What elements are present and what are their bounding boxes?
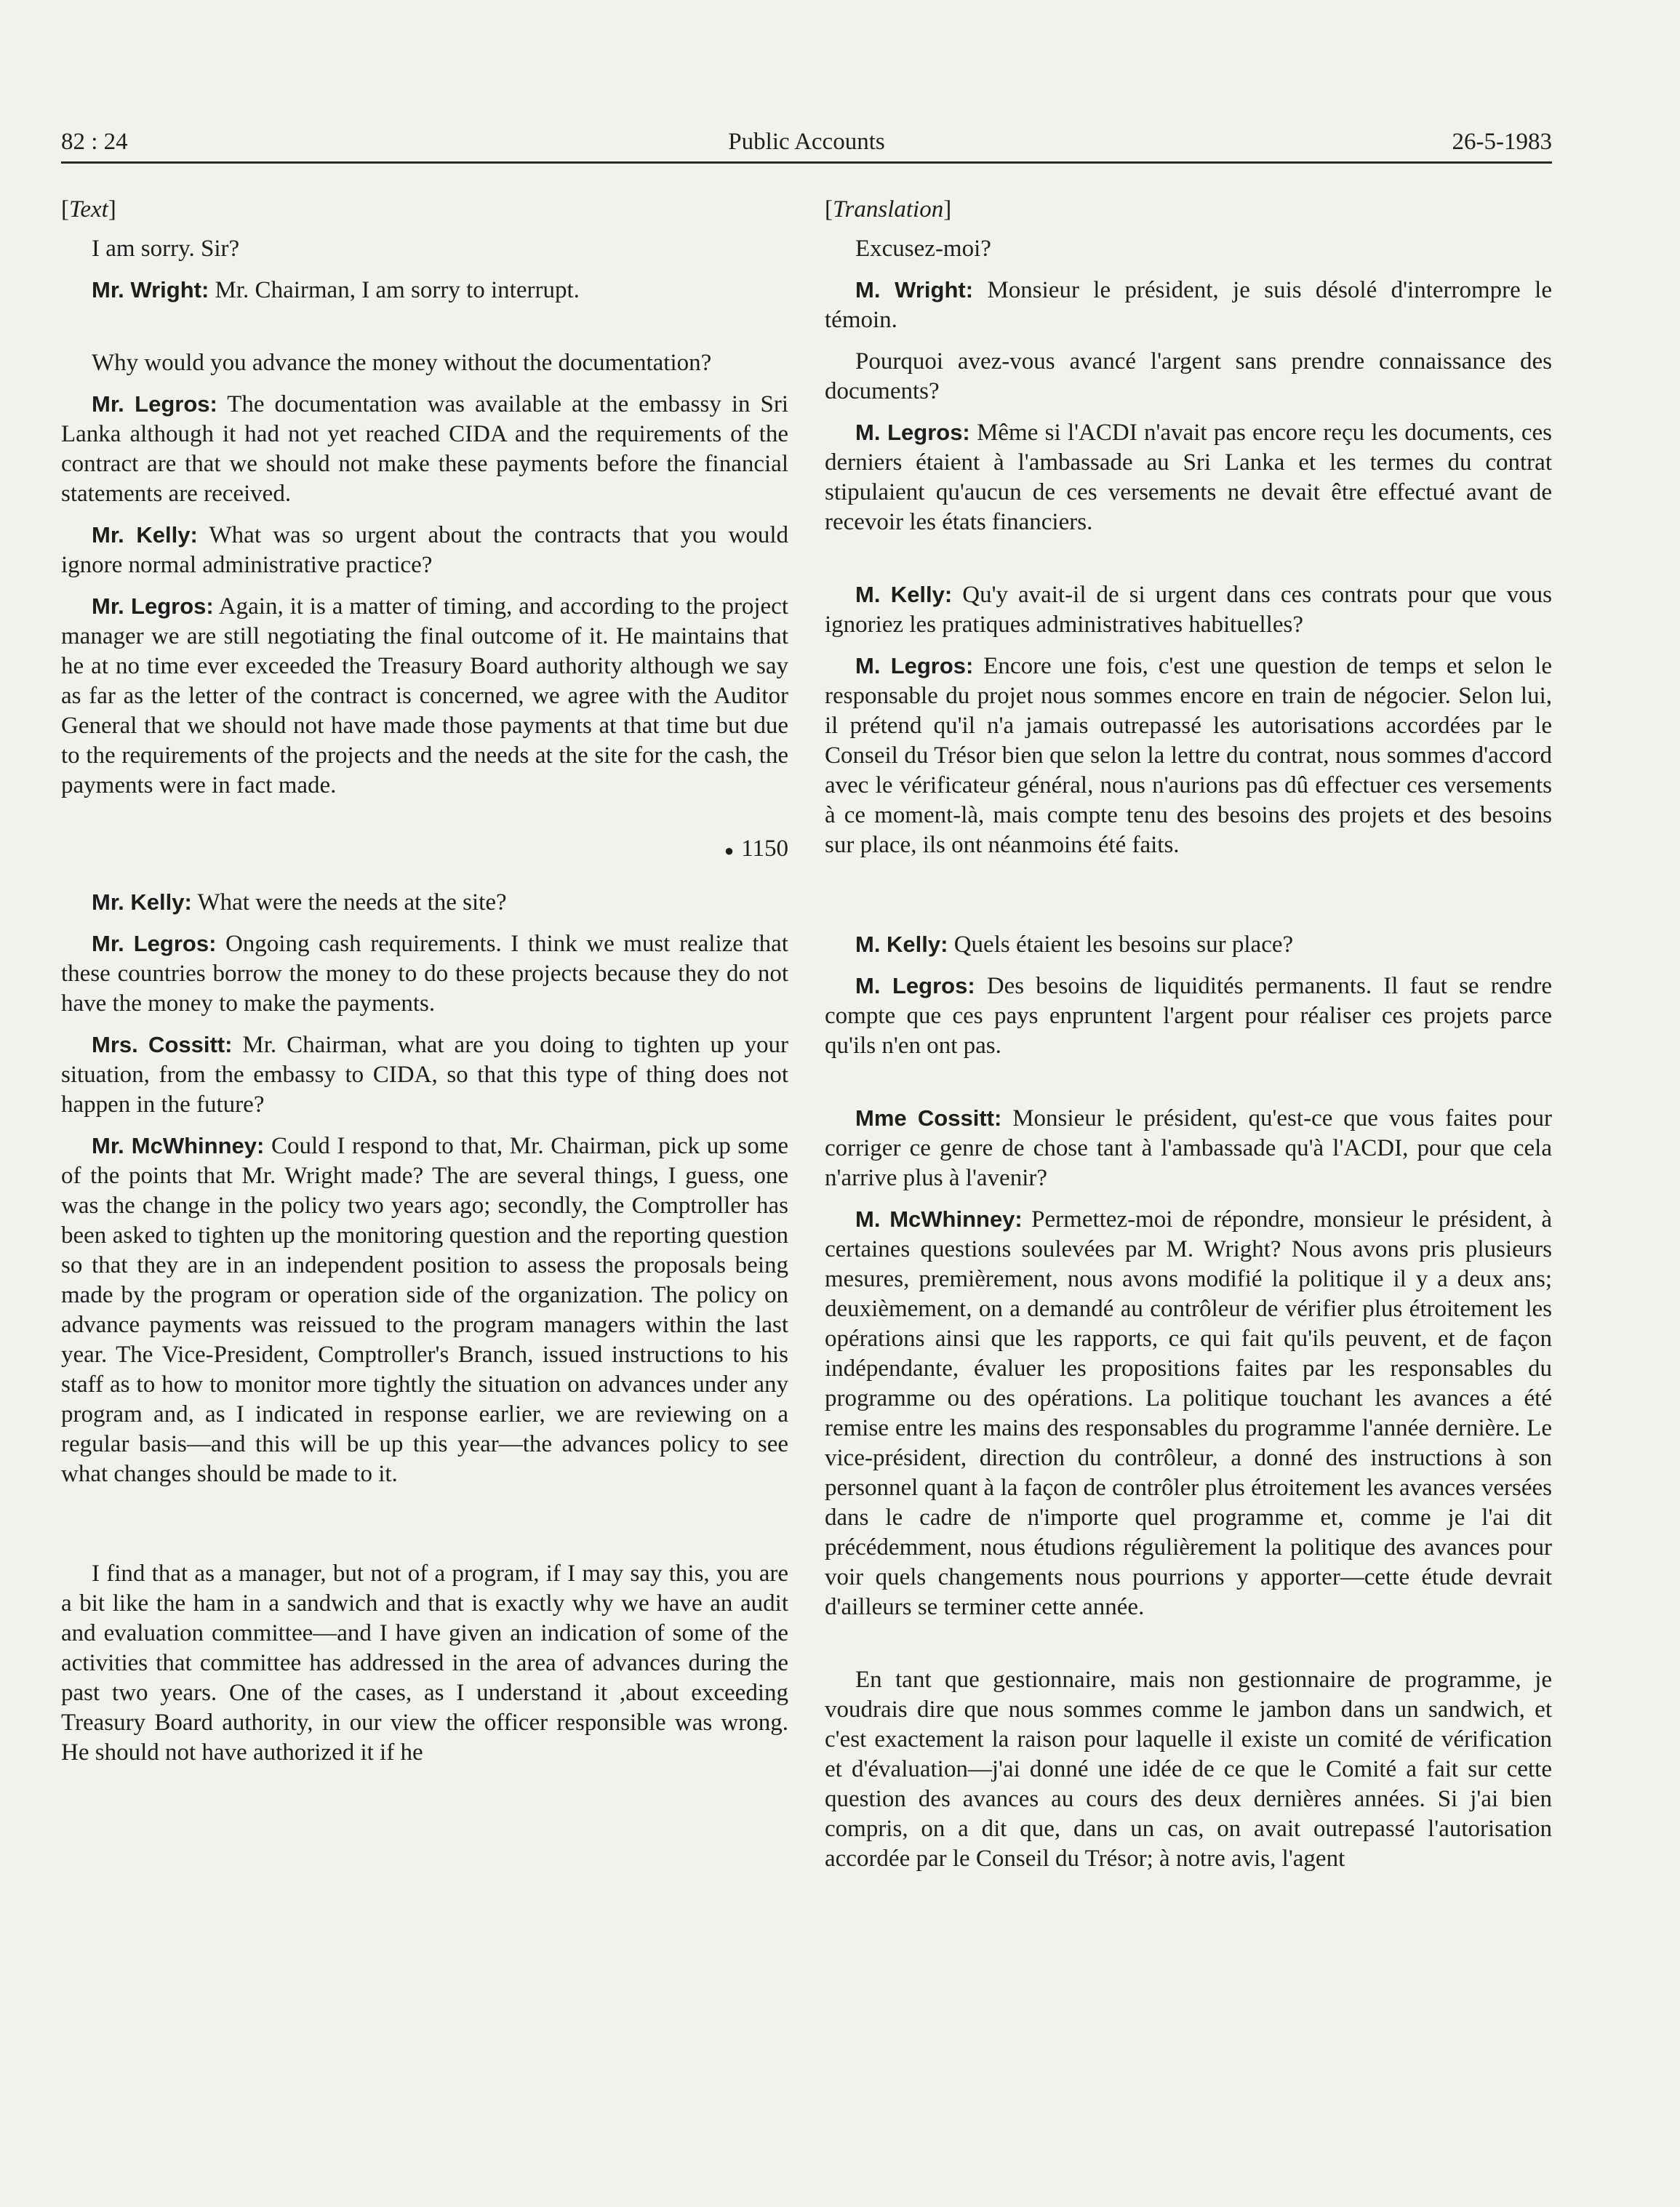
- paragraph: M. Wright: Monsieur le président, je suis désolé d'interrompre le témoin.: [825, 277, 1552, 333]
- paragraph: I find that as a manager, but not of a program, if I may say this, you are a bit like the ham in a sandwich and that is exactly why we have an audit and evaluation committee—and I have given an indication of some of the activities that committee has addressed in the area of advances during the past two years. One of the cases, as I understand it ,about exceeding Treasury Board authority, in our view the officer responsible was wrong. He should not have authorized it if he: [61, 1560, 788, 1766]
- paragraph: Mr. McWhinney: Could I respond to that, Mr. Chairman, pick up some of the points that Mr. Wright made? The are several things, I guess, one was the change in the policy two years ago; secondly, the Comptroller has been asked to tighten up the monitoring question and the reporting question so that they are in an independent position to assess the proposals being made by the program or operation side of the organization. The policy on advance payments was reissued to the program managers within the last year. The Vice-President, Comptroller's Branch, issued instructions to his staff as to how to monitor more tightly the situation on advances under any program and, as I indicated in response earlier, we are reviewing on a regular basis—and this will be up this year—the advances policy to see what changes should be made to it.: [61, 1132, 789, 1487]
- english-column: [61, 195, 788, 1779]
- header-rule: [61, 161, 1552, 164]
- paragraph: Why would you advance the money without the documentation?: [92, 350, 712, 376]
- paragraph: Mr. Legros: Again, it is a matter of timing, and according to the project manager we are still negotiating the final outcome of it. He maintains that he at no time ever exceeded the Treasury Board authority although we say as far as the letter of the contract is concerned, we agree with the Auditor General that we should not have made those payments at that time but due to the requirements of the projects and the needs at the site for the cash, the payments were in fact made.: [61, 593, 788, 798]
- paragraph: M. Kelly: Quels étaient les besoins sur place?: [855, 932, 1294, 958]
- paragraph: Excusez-moi?: [855, 236, 991, 262]
- paragraph: I am sorry. Sir?: [92, 236, 240, 262]
- page-number: 82 : 24: [61, 129, 128, 155]
- paragraph: Mr. Kelly: What was so urgent about the contracts that you would ignore normal administrative practice?: [61, 522, 789, 578]
- time-marker: ● 1150: [724, 836, 788, 862]
- page-header: [61, 124, 1552, 160]
- paragraph: Mrs. Cossitt: Mr. Chairman, what are you doing to tighten up your situation, from the embassy to CIDA, so that this type of thing does not happen in the future?: [61, 1031, 788, 1118]
- paragraph: M. Kelly: Qu'y avait-il de si urgent dans ces contrats pour que vous ignoriez les pratiques administratives habituelles?: [825, 582, 1553, 638]
- translation-tag: [Translation]: [825, 196, 952, 223]
- paragraph: M. Legros: Encore une fois, c'est une question de temps et selon le responsable du projet nous sommes encore en train de négocier. Selon lui, il prétend qu'il n'a jamais outrepassé les autorisations accordées par le Conseil du Trésor bien que selon la lettre du contrat, nous sommes d'accord avec le vérificateur général, nous n'aurions pas dû effectuer ces versements à ce moment-là, mais compte tenu des besoins des projets et des besoins sur place, ils ont néanmoins été faits.: [825, 653, 1552, 858]
- paragraph: Mr. Kelly: What were the needs at the site?: [92, 889, 507, 916]
- paragraph: M. Legros: Des besoins de liquidités permanents. Il faut se rendre compte que ces pays enpruntent l'argent pour réaliser ces projets parce qu'ils n'en ont pas.: [825, 973, 1552, 1059]
- paragraph: En tant que gestionnaire, mais non gestionnaire de programme, je voudrais dire que nous sommes comme le jambon dans un sandwich, et c'est exactement la raison pour laquelle il existe un comité de vérification et d'évaluation—j'ai donné une idée de ce que le Comité a fait sur cette question des avances au cours des deux dernières années. Si j'ai bien compris, on a dit que, dans un cas, on avait outrepassé l'autorisation accordée par le Conseil du Trésor; à notre avis, l'agent: [825, 1667, 1552, 1872]
- paragraph: M. Legros: Même si l'ACDI n'avait pas encore reçu les documents, ces derniers étaient à l'ambassade au Sri Lanka et les termes du contrat stipulaient qu'aucun de ces versements ne devait être effectué avant de recevoir les états financiers.: [825, 420, 1553, 535]
- paragraph: Mr. Wright: Mr. Chairman, I am sorry to interrupt.: [92, 277, 580, 303]
- paragraph: Pourquoi avez-vous avancé l'argent sans prendre connaissance des documents?: [825, 348, 1552, 404]
- bullet-icon: ●: [724, 841, 735, 860]
- paragraph: Mr. Legros: Ongoing cash requirements. I think we must realize that these countries borrow the money to do these projects because they do not have the money to make the payments.: [61, 930, 788, 1017]
- text-tag: [Text]: [61, 196, 116, 223]
- paragraph: M. McWhinney: Permettez-moi de répondre, monsieur le président, à certaines questions soulevées par M. Wright? Nous avons pris plusieurs mesures, premièrement, nous avons modifié la politique il y a deux ans; deuxièmement, on a demandé au contrôleur de vérifier plus étroitement les opérations ainsi que les rapports, ce qui fait qu'ils peuvent, et de façon indépendante, évaluer les propositions faites par les responsables du programme ou des opérations. La politique touchant les avances a été remise entre les mains des responsables du programme l'année dernière. Le vice-président, direction du contrôleur, a donné des instructions à son personnel quant à la façon de contrôler plus étroitement les avances versées dans le cadre de n'importe quel programme et, comme je l'ai dit précédemment, nous étudions régulièrement la politique des avances pour voir quels changements nous pourrions y apporter—cette étude devrait d'ailleurs se terminer cette année.: [825, 1206, 1552, 1620]
- paragraph: Mme Cossitt: Monsieur le président, qu'est-ce que vous faites pour corriger ce genre de chose tant à l'ambassade qu'à l'ACDI, pour que cela n'arrive plus à l'avenir?: [825, 1105, 1552, 1191]
- paragraph: Mr. Legros: The documentation was available at the embassy in Sri Lanka although it had not yet reached CIDA and the requirements of the contract are that we should not make these payments before the financial statements are received.: [61, 391, 788, 507]
- page-date: 26-5-1983: [1452, 129, 1552, 155]
- publication-title: Public Accounts: [728, 129, 885, 155]
- french-column: [825, 195, 1552, 1885]
